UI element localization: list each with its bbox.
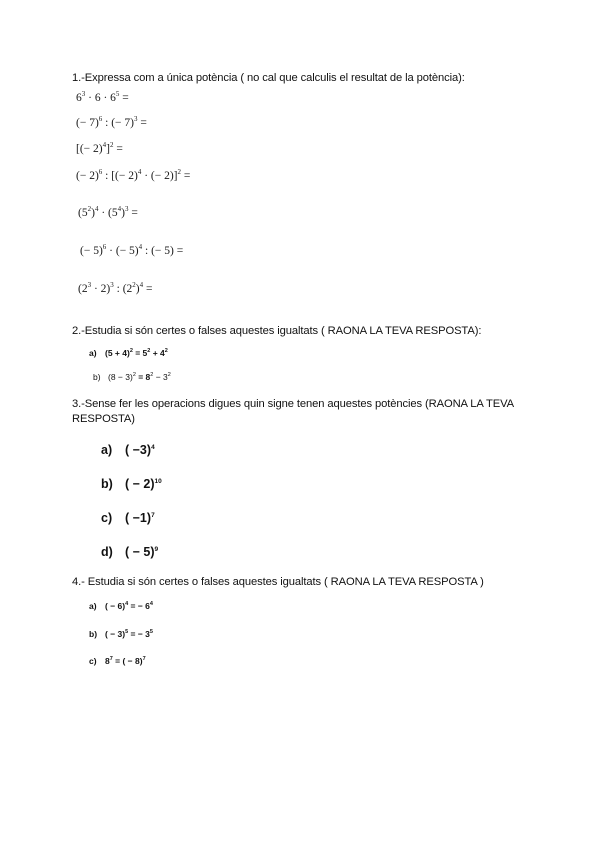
q4-title: 4.- Estudia si són certes o falses aquestes igualtats ( RAONA LA TEVA RESPOSTA ) xyxy=(72,576,484,588)
q1-expr-2: (− 7)$^6$ : (− 7)$^3$ = xyxy=(76,115,147,129)
q1-expr-1: $6^3 \cdot 6 \cdot 6^5$ = xyxy=(76,90,129,104)
q1-title: 1.-Expressa com a única potència ( no cal que calculis el resultat de la potència): xyxy=(72,72,465,84)
q2-item-b: b) $(8 - 3)^2 = 8^2 - 3^2$ xyxy=(93,372,171,382)
q4-item-a: a) ( − 6)$^4$ = − $6^4$ xyxy=(89,601,153,611)
q2-item-a: a) $(5 + 4)^2 = 5^2 + 4^2$ xyxy=(89,348,168,358)
q1-expr-4: (− 2)$^6$ : [(− 2)$^4$ · (− 2)]$^2$ = xyxy=(76,168,191,182)
q4-item-b: b) ( − 3)$^5$ = − $3^5$ xyxy=(89,629,153,639)
q3-item-c: c) ( −1)$^7$ xyxy=(101,511,155,525)
q3-item-a: a) ( −3)$^4$ xyxy=(101,443,155,457)
q3-item-b: b) ( − 2)$^{10}$ xyxy=(101,477,162,491)
q4-item-c: c) $8^7$ = ( − 8)$^7$ xyxy=(89,656,146,666)
q1-expr-6: (− 5)$^6$ · (− 5)$^4$ : (− 5) = xyxy=(80,243,184,257)
q3-title: 3.-Sense fer les operacions digues quin signe tenen aquestes potències (RAONA LA TEVA RESPOSTA) xyxy=(72,398,514,425)
q3-item-d: d) ( − 5)$^9$ xyxy=(101,545,159,559)
q1-expr-7: $(2^3 \cdot 2)^3$ : $(2^2)^4$ = xyxy=(78,281,153,295)
q2-title: 2.-Estudia si són certes o falses aquestes igualtats ( RAONA LA TEVA RESPOSTA): xyxy=(72,325,482,337)
q1-expr-3: [(− 2)$^4$]$^2$ = xyxy=(76,141,123,155)
q1-expr-5: $(5^2)^4 \cdot (5^4)^3$ = xyxy=(78,205,138,219)
